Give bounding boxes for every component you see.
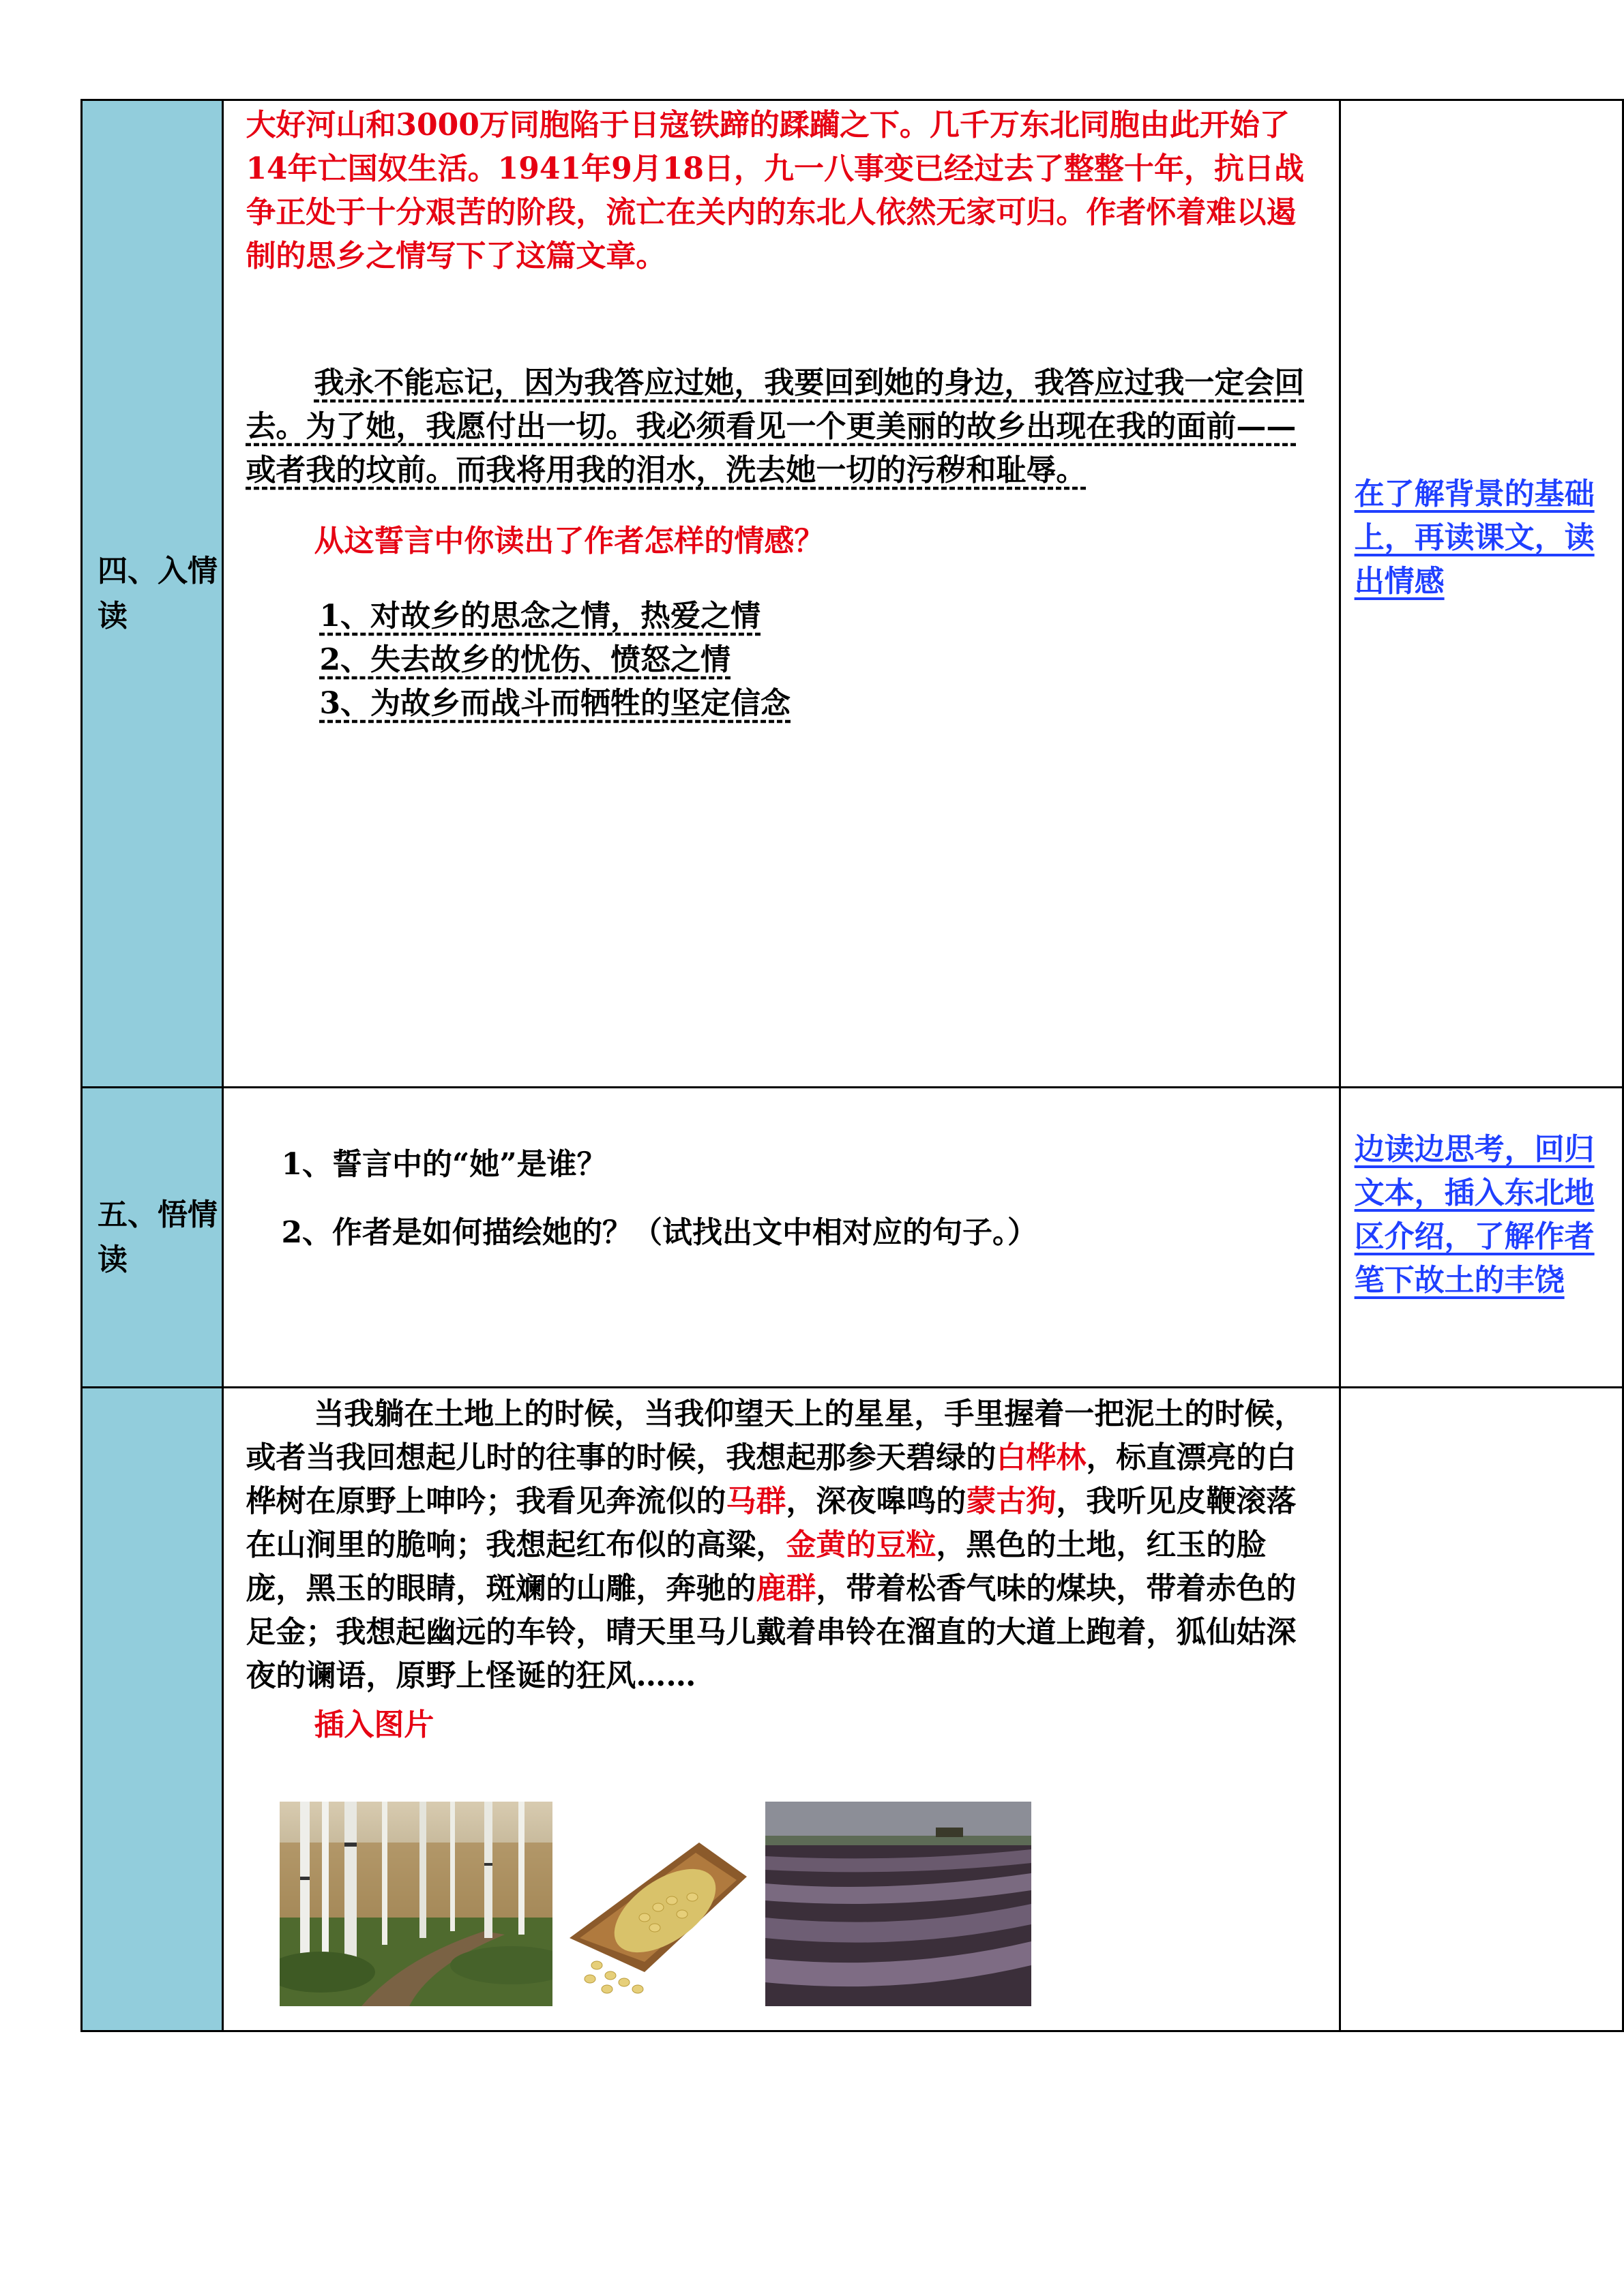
question-list: [246, 1088, 1318, 1255]
answer-item: 1、对故乡的思念之情，热爱之情: [319, 599, 761, 633]
question-item: 2、作者是如何描绘她的？（试找出文中相对应的句子。）: [281, 1215, 1038, 1250]
step-label-4: 四、入情读: [82, 100, 223, 1088]
highlight-golden-beans: 金黄的豆粒: [786, 1527, 936, 1562]
birch-forest-image: [280, 1802, 552, 2006]
teaching-note-4[interactable]: 在了解背景的基础上，再读课文，读出情感: [1354, 476, 1595, 599]
background-paragraph: 大好河山和3000万同胞陷于日寇铁蹄的蹂躏之下。几千万东北同胞由此开始了14年亡国奴生活。1941年9月18日，九一八事变已经过去了整整十年，抗日战争正处于十分艰苦的阶段，流亡在关内的东北人依然无家可归。作者怀着难以遏制的思乡之情写下了这篇文章。: [246, 108, 1304, 273]
answer-item: 2、失去故乡的忧伤、愤怒之情: [319, 642, 731, 677]
content-cell-4: [223, 100, 1340, 1088]
golden-beans-image: [556, 1836, 761, 2003]
row-step-4: [82, 100, 1623, 1088]
black-soil-field-image: [765, 1802, 1031, 2006]
note-cell-landscape: [1340, 1388, 1623, 2031]
row-landscape: [82, 1388, 1623, 2031]
lesson-plan-table: [80, 99, 1624, 2032]
content-cell-landscape: [223, 1388, 1340, 2031]
emotion-question: 从这誓言中你读出了作者怎样的情感？: [314, 524, 825, 558]
landscape-paragraph: 当我躺在土地上的时候，当我仰望天上的星星，手里握着一把泥土的时候，或者当我回想起儿时的往事的时候，我想起那参天碧绿的白桦林，标直漂亮的白桦树在原野上呻吟；我看见奔流似的马群，深夜嗥鸣的蒙古狗，我听见皮鞭滚落在山涧里的脆响；我想起红布似的高粱，金黄的豆粒，黑色的土地，红玉的脸庞，黑玉的眼睛，斑斓的山雕，奔驰的鹿群，带着松香气味的煤块，带着赤色的足金；我想起幽远的车铃，晴天里马儿戴着串铃在溜直的大道上跑着，狐仙姑深夜的谰语，原野上怪诞的狂风……: [246, 1397, 1305, 1693]
highlight-mongol-dog: 蒙古狗: [966, 1484, 1057, 1519]
teaching-note-5[interactable]: 边读边思考，回归文本，插入东北地区介绍，了解作者笔下故土的丰饶: [1354, 1132, 1595, 1298]
oath-paragraph: 我永不能忘记，因为我答应过她，我要回到她的身边，我答应过我一定会回去。为了她，我愿付出一切。我必须看见一个更美丽的故乡出现在我的面前——或者我的坟前。而我将用我的泪水，洗去她一切的污秽和耻辱。: [246, 366, 1305, 488]
highlight-horses: 马群: [726, 1484, 786, 1519]
question-item: 1、誓言中的“她”是谁？: [281, 1147, 607, 1182]
content-cell-5: [223, 1088, 1340, 1388]
highlight-birch-forest: 白桦林: [996, 1440, 1087, 1475]
row-step-5: [82, 1088, 1623, 1388]
step-label-empty: [82, 1388, 223, 2031]
answer-item: 3、为故乡而战斗而牺牲的坚定信念: [319, 686, 791, 721]
picture-strip: [246, 1802, 1318, 2006]
answer-list: [246, 595, 1318, 726]
insert-picture-label: 插入图片: [314, 1708, 434, 1742]
step-label-5: 五、悟情读: [82, 1088, 223, 1388]
note-cell-4: [1340, 100, 1623, 1088]
highlight-deer-herd: 鹿群: [756, 1571, 816, 1606]
note-cell-5: [1340, 1088, 1623, 1388]
